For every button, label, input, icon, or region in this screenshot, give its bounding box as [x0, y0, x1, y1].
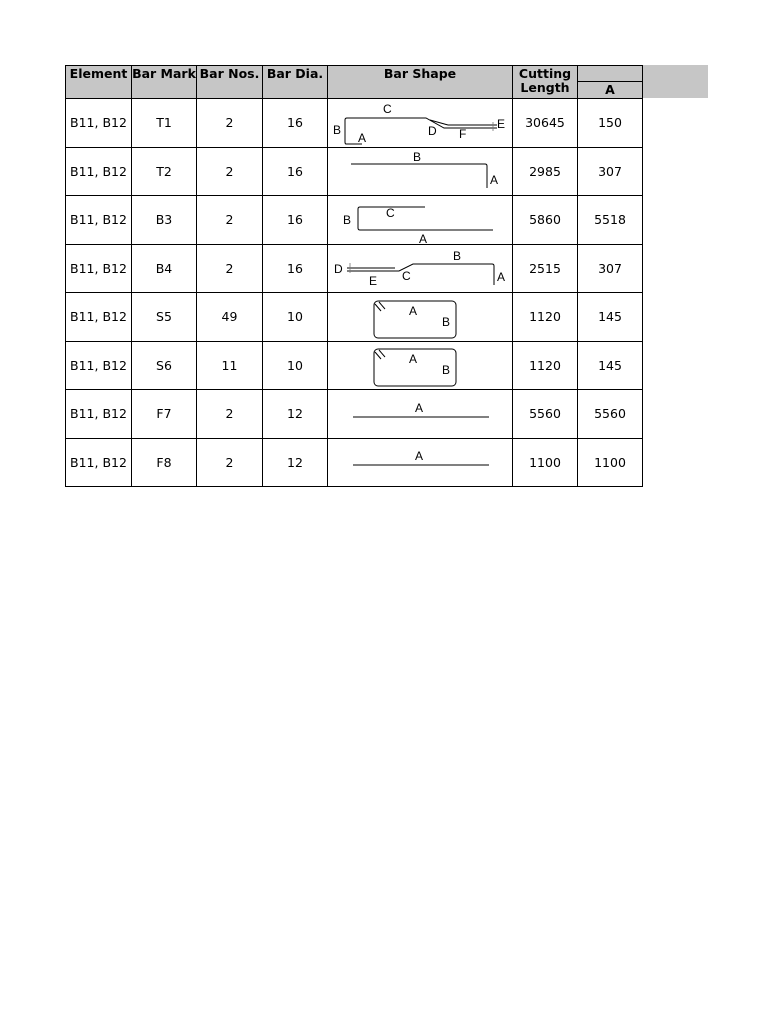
cell-bar-mark: B4	[132, 244, 197, 293]
schedule-table	[65, 65, 643, 487]
svg-text:A: A	[418, 231, 427, 243]
svg-text:A: A	[414, 400, 423, 415]
cell-bar-nos: 49	[197, 293, 263, 342]
bar-shape-drawing	[329, 100, 512, 146]
svg-text:A: A	[489, 173, 498, 188]
cell-cutting-length: 1120	[513, 293, 578, 342]
svg-text:C: C	[401, 269, 411, 284]
cell-bar-shape	[328, 390, 513, 439]
cell-bar-nos: 2	[197, 196, 263, 245]
cell-bar-shape	[328, 147, 513, 196]
svg-text:B: B	[441, 363, 450, 378]
bar-shape-drawing	[329, 391, 512, 437]
cell-bar-shape	[328, 341, 513, 390]
table-row	[66, 244, 643, 293]
table-row	[66, 196, 643, 245]
cell-bar-shape	[328, 99, 513, 148]
cell-bar-dia: 12	[263, 390, 328, 439]
cell-bar-dia: 16	[263, 196, 328, 245]
table-row	[66, 341, 643, 390]
cell-bar-nos: 2	[197, 147, 263, 196]
bar-shape-drawing	[329, 342, 512, 388]
col-header-cutting-length: Cutting Length	[513, 66, 578, 99]
svg-text:A: A	[408, 303, 417, 318]
svg-text:A: A	[408, 352, 417, 367]
header-fill-extension	[642, 65, 708, 98]
cell-bar-nos: 11	[197, 341, 263, 390]
svg-text:D: D	[427, 123, 437, 138]
bar-shape-drawing	[329, 245, 512, 291]
cell-dim-a: 5518	[578, 196, 643, 245]
cell-bar-shape	[328, 196, 513, 245]
cell-cutting-length: 5560	[513, 390, 578, 439]
col-header-bar-nos: Bar Nos.	[197, 66, 263, 99]
bar-shape-drawing	[329, 197, 512, 243]
cell-bar-dia: 12	[263, 438, 328, 487]
cell-bar-mark: F8	[132, 438, 197, 487]
col-header-bar-dia: Bar Dia.	[263, 66, 328, 99]
table-row	[66, 438, 643, 487]
cell-element: B11, B12	[66, 390, 132, 439]
cell-dim-a: 150	[578, 99, 643, 148]
cell-bar-shape	[328, 244, 513, 293]
col-header-dim-a-blank	[578, 66, 642, 82]
col-header-bar-mark: Bar Mark	[132, 66, 197, 99]
cell-cutting-length: 1100	[513, 438, 578, 487]
cell-cutting-length: 1120	[513, 341, 578, 390]
cell-bar-mark: F7	[132, 390, 197, 439]
svg-text:A: A	[496, 270, 505, 285]
table-header-row	[66, 66, 643, 99]
cell-cutting-length: 30645	[513, 99, 578, 148]
cell-dim-a: 145	[578, 293, 643, 342]
cell-dim-a: 1100	[578, 438, 643, 487]
col-header-dim-a-label: A	[605, 82, 615, 97]
svg-text:B: B	[332, 122, 341, 137]
cell-dim-a: 307	[578, 147, 643, 196]
col-header-dim-a	[578, 66, 643, 99]
svg-text:A: A	[414, 449, 423, 464]
svg-text:B: B	[412, 150, 421, 165]
cell-element: B11, B12	[66, 147, 132, 196]
svg-text:A: A	[357, 130, 366, 145]
svg-text:C: C	[382, 101, 392, 116]
col-header-bar-shape: Bar Shape	[328, 66, 513, 99]
svg-text:D: D	[333, 262, 343, 277]
svg-text:E: E	[496, 116, 505, 131]
cell-bar-mark: S6	[132, 341, 197, 390]
cell-cutting-length: 2515	[513, 244, 578, 293]
svg-text:C: C	[385, 205, 395, 220]
cell-element: B11, B12	[66, 438, 132, 487]
svg-text:B: B	[441, 314, 450, 329]
table-row	[66, 147, 643, 196]
cell-bar-mark: T2	[132, 147, 197, 196]
table-row	[66, 293, 643, 342]
cell-element: B11, B12	[66, 196, 132, 245]
svg-text:B: B	[342, 212, 351, 227]
cell-bar-mark: T1	[132, 99, 197, 148]
cell-bar-nos: 2	[197, 244, 263, 293]
svg-text:B: B	[452, 249, 461, 264]
cell-dim-a: 307	[578, 244, 643, 293]
cell-element: B11, B12	[66, 341, 132, 390]
cell-bar-mark: S5	[132, 293, 197, 342]
bar-shape-drawing	[329, 294, 512, 340]
cell-dim-a: 5560	[578, 390, 643, 439]
cell-dim-a: 145	[578, 341, 643, 390]
svg-text:E: E	[368, 274, 377, 289]
cell-bar-dia: 10	[263, 341, 328, 390]
table-row	[66, 390, 643, 439]
cell-bar-dia: 16	[263, 99, 328, 148]
cell-bar-shape	[328, 293, 513, 342]
bar-shape-drawing	[329, 148, 512, 194]
svg-text:F: F	[458, 126, 466, 141]
cell-element: B11, B12	[66, 244, 132, 293]
cell-bar-dia: 16	[263, 147, 328, 196]
cell-bar-nos: 2	[197, 390, 263, 439]
cell-bar-mark: B3	[132, 196, 197, 245]
cell-bar-dia: 16	[263, 244, 328, 293]
cell-bar-nos: 2	[197, 438, 263, 487]
bar-shape-drawing	[329, 439, 512, 485]
col-header-element: Element	[66, 66, 132, 99]
cell-cutting-length: 5860	[513, 196, 578, 245]
cell-element: B11, B12	[66, 99, 132, 148]
cell-bar-dia: 10	[263, 293, 328, 342]
cell-bar-shape	[328, 438, 513, 487]
cell-element: B11, B12	[66, 293, 132, 342]
cell-cutting-length: 2985	[513, 147, 578, 196]
table-row	[66, 99, 643, 148]
cell-bar-nos: 2	[197, 99, 263, 148]
